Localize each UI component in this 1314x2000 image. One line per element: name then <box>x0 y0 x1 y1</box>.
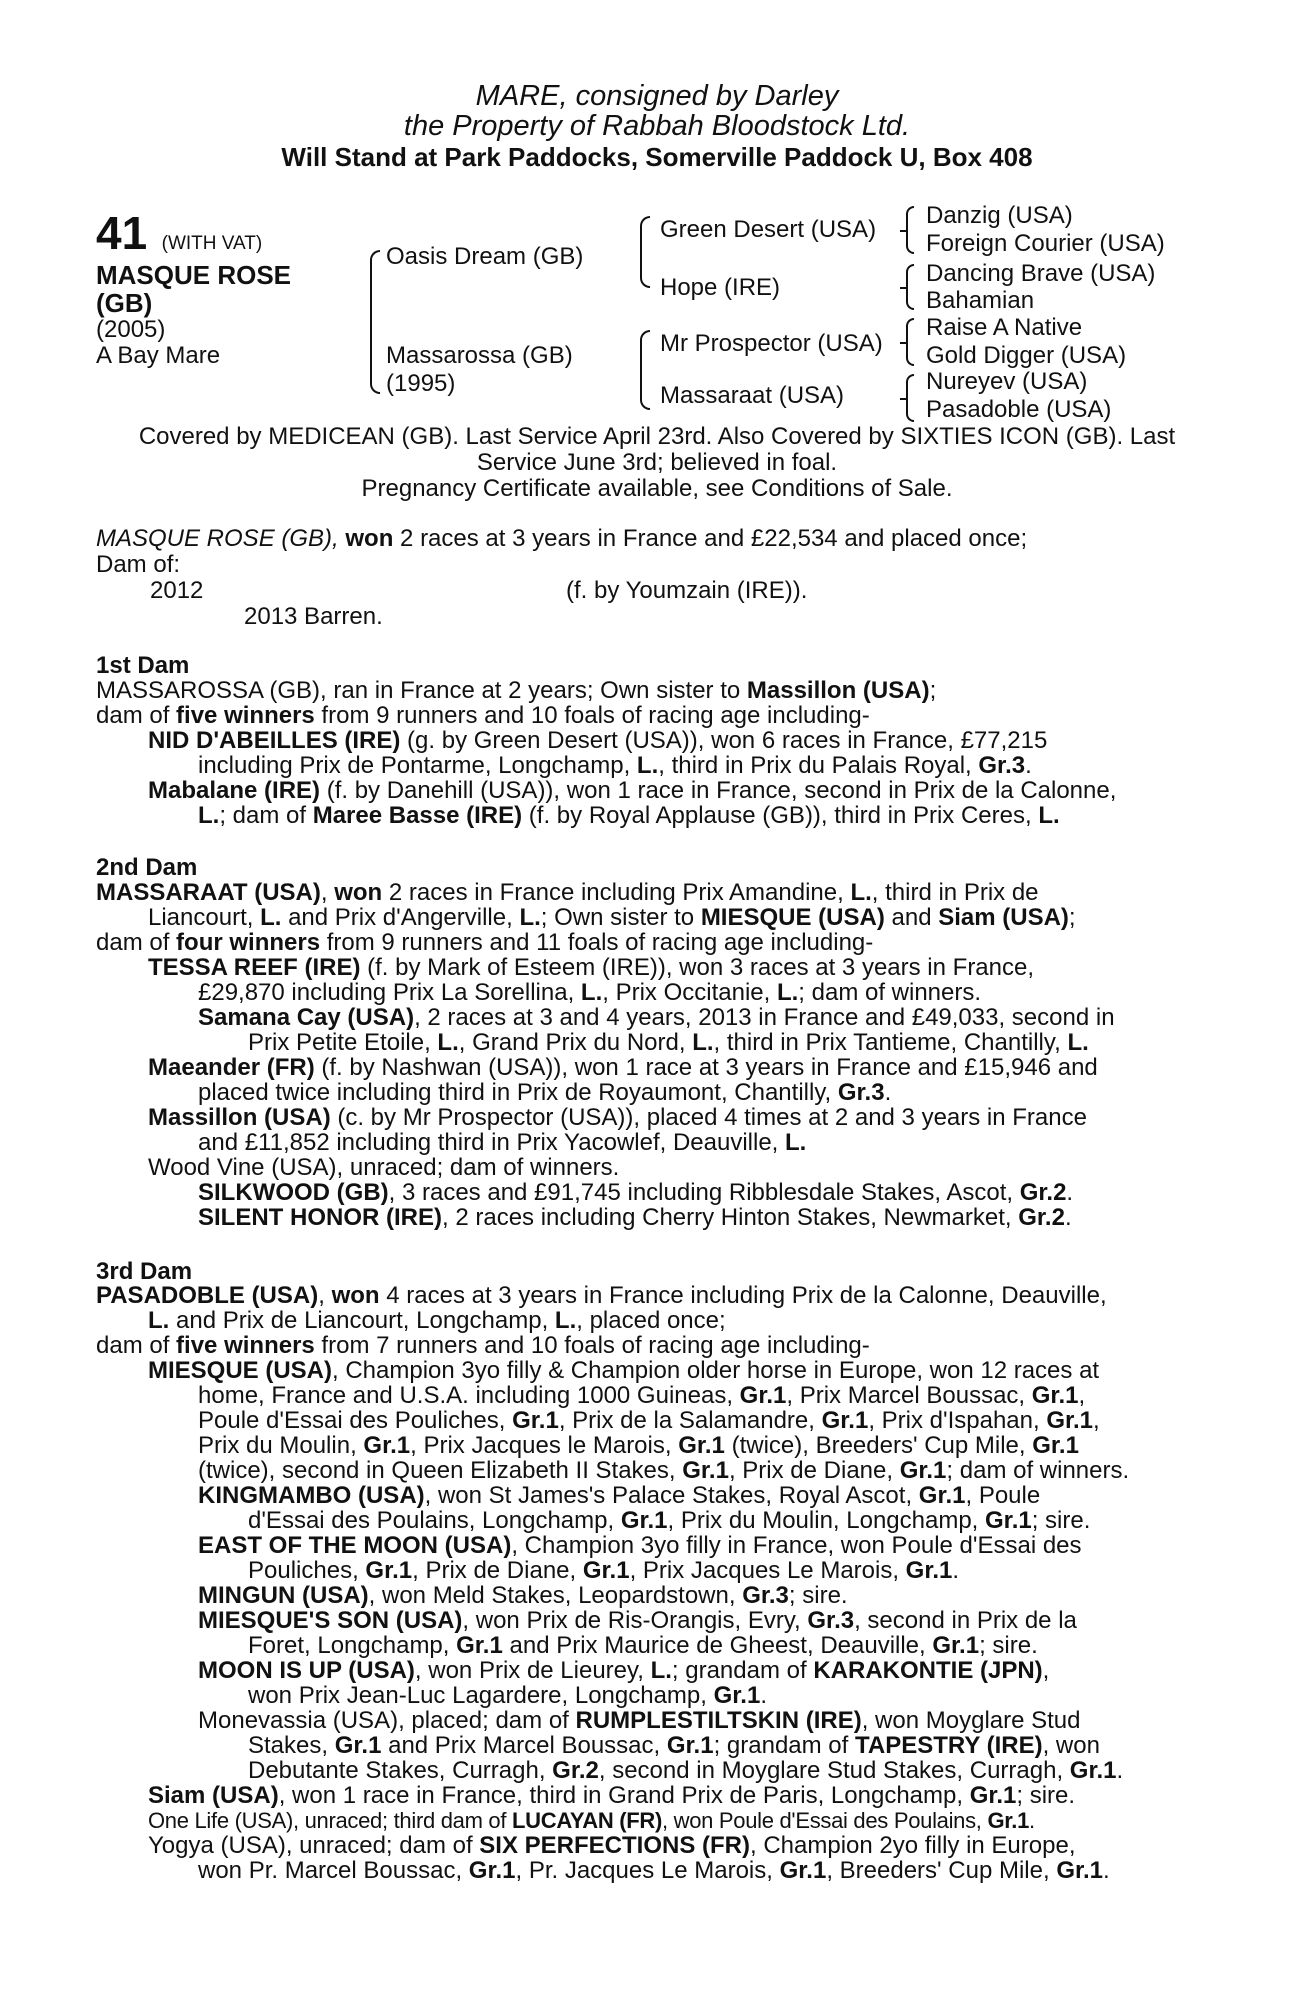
third-dam-line: MIESQUE'S SON (USA), won Prix de Ris-Orangis, Evry, Gr.3, second in Prix de la <box>198 1607 1077 1634</box>
third-dam-line: Pouliches, Gr.1, Prix de Diane, Gr.1, Prix Jacques Le Marois, Gr.1. <box>248 1557 960 1584</box>
pedigree-sire: Oasis Dream (GB) <box>386 243 584 270</box>
pedigree-dss: Raise A Native <box>926 314 1083 341</box>
second-dam-line: Liancourt, L. and Prix d'Angerville, L.; Own sister to MIESQUE (USA) and Siam (USA); <box>148 904 1076 931</box>
third-dam-line: (twice), second in Queen Elizabeth II Stakes, Gr.1, Prix de Diane, Gr.1; dam of winners. <box>198 1457 1130 1484</box>
mare-record-line: MASQUE ROSE (GB), won 2 races at 3 years in France and £22,534 and placed once; <box>96 525 1028 552</box>
third-dam-line: KINGMAMBO (USA), won St James's Palace Stakes, Royal Ascot, Gr.1, Poule <box>198 1482 1041 1509</box>
pedigree-dam: Massarossa (GB) <box>386 342 573 369</box>
third-dam-line: d'Essai des Poulains, Longchamp, Gr.1, Prix du Moulin, Longchamp, Gr.1; sire. <box>248 1507 1091 1534</box>
horse-year: (2005) <box>96 316 166 343</box>
third-dam-line: MINGUN (USA), won Meld Stakes, Leopardstown, Gr.3; sire. <box>198 1582 848 1609</box>
third-dam-line: Stakes, Gr.1 and Prix Marcel Boussac, Gr.1; grandam of TAPESTRY (IRE), won <box>248 1732 1100 1759</box>
pedigree-sire-dam: Hope (IRE) <box>660 274 781 301</box>
second-dam-line: placed twice including third in Prix de Royaumont, Chantilly, Gr.3. <box>198 1079 892 1106</box>
property-line: the Property of Rabbah Bloodstock Ltd. <box>403 110 911 142</box>
third-dam-line: PASADOBLE (USA), won 4 races at 3 years in France including Prix de la Calonne, Deauville, <box>96 1282 1107 1309</box>
horse-name: MASQUE ROSE <box>96 260 292 290</box>
first-dam-line: dam of five winners from 9 runners and 10 foals of racing age including- <box>96 702 870 729</box>
second-dam-line: dam of four winners from 9 runners and 11 foals of racing age including- <box>96 929 874 956</box>
third-dam-line: Foret, Longchamp, Gr.1 and Prix Maurice de Gheest, Deauville, Gr.1; sire. <box>248 1632 1038 1659</box>
pedigree-sire-sire: Green Desert (USA) <box>660 216 877 243</box>
second-dam-line: MASSARAAT (USA), won 2 races in France including Prix Amandine, L., third in Prix de <box>96 879 1039 906</box>
horse-description: A Bay Mare <box>96 342 221 369</box>
pedigree-brace-g3-4 <box>900 374 914 422</box>
pedigree-ddd: Pasadoble (USA) <box>926 396 1112 423</box>
second-dam-line: and £11,852 including third in Prix Yacowlef, Deauville, L. <box>198 1129 807 1156</box>
mare-name: MASQUE ROSE (GB), <box>96 525 339 552</box>
pedigree-dsd: Gold Digger (USA) <box>926 342 1127 369</box>
covering-line-3: Pregnancy Certificate available, see Conditions of Sale. <box>361 475 953 502</box>
first-dam-line: L.; dam of Maree Basse (IRE) (f. by Royal Applause (GB)), third in Prix Ceres, L. <box>198 802 1060 829</box>
third-dam-line: L. and Prix de Liancourt, Longchamp, L., placed once; <box>148 1307 726 1334</box>
second-dam-line: SILKWOOD (GB), 3 races and £91,745 including Ribblesdale Stakes, Ascot, Gr.2. <box>198 1179 1074 1206</box>
third-dam-line: Siam (USA), won 1 race in France, third in Grand Prix de Paris, Longchamp, Gr.1; sire. <box>148 1782 1076 1809</box>
third-dam-line: MIESQUE (USA), Champion 3yo filly & Champion older horse in Europe, won 12 races at <box>148 1357 1100 1384</box>
first-dam-heading: 1st Dam <box>96 652 190 679</box>
first-dam-line: MASSAROSSA (GB), ran in France at 2 years; Own sister to Massillon (USA); <box>96 677 937 704</box>
third-dam-line: EAST OF THE MOON (USA), Champion 3yo filly in France, won Poule d'Essai des <box>198 1532 1082 1559</box>
pedigree-brace-g3-1 <box>900 206 914 254</box>
vat-note: (WITH VAT) <box>161 233 263 254</box>
second-dam-line: Prix Petite Etoile, L., Grand Prix du Nord, L., third in Prix Tantieme, Chantilly, L. <box>248 1029 1089 1056</box>
pedigree-ssd: Foreign Courier (USA) <box>926 230 1165 257</box>
pedigree-brace-g3-2 <box>900 264 914 310</box>
second-dam-line: Massillon (USA) (c. by Mr Prospector (USA)), placed 4 times at 2 and 3 years in France <box>148 1104 1087 1131</box>
pedigree-brace-sire <box>640 216 650 288</box>
third-dam-line: Poule d'Essai des Pouliches, Gr.1, Prix de la Salamandre, Gr.1, Prix d'Ispahan, Gr.1, <box>198 1407 1100 1434</box>
pedigree-dam-year: (1995) <box>386 370 456 397</box>
produce-2012-text: (f. by Youmzain (IRE)). <box>566 577 808 604</box>
third-dam-line: One Life (USA), unraced; third dam of LUCAYAN (FR), won Poule d'Essai des Poulains, Gr.1. <box>148 1808 1035 1833</box>
pedigree-sds: Dancing Brave (USA) <box>926 260 1156 287</box>
pedigree-sdd: Bahamian <box>926 287 1035 314</box>
horse-name-country: (GB) <box>96 288 153 318</box>
first-dam-line: Mabalane (IRE) (f. by Danehill (USA)), won 1 race in France, second in Prix de la Calonne, <box>148 777 1117 804</box>
third-dam-line: dam of five winners from 7 runners and 10 foals of racing age including- <box>96 1332 870 1359</box>
first-dam-line: NID D'ABEILLES (IRE) (g. by Green Desert (USA)), won 6 races in France, £77,215 <box>148 727 1048 754</box>
pedigree-brace-dam <box>640 330 650 410</box>
consignor-line: MARE, consigned by Darley <box>475 80 839 112</box>
third-dam-heading: 3rd Dam <box>96 1258 193 1285</box>
pedigree-brace-gen1 <box>370 250 380 394</box>
second-dam-line: TESSA REEF (IRE) (f. by Mark of Esteem (IRE)), won 3 races at 3 years in France, <box>148 954 1035 981</box>
produce-2013: 2013 Barren. <box>244 603 383 630</box>
pedigree-sss: Danzig (USA) <box>926 202 1073 229</box>
third-dam-line: won Prix Jean-Luc Lagardere, Longchamp, Gr.1. <box>248 1682 767 1709</box>
second-dam-line: £29,870 including Prix La Sorellina, L., Prix Occitanie, L.; dam of winners. <box>198 979 982 1006</box>
second-dam-line: SILENT HONOR (IRE), 2 races including Cherry Hinton Stakes, Newmarket, Gr.2. <box>198 1204 1072 1231</box>
covering-line-1: Covered by MEDICEAN (GB). Last Service April 23rd. Also Covered by SIXTIES ICON (GB). Last <box>138 423 1176 450</box>
third-dam-line: Prix du Moulin, Gr.1, Prix Jacques le Marois, Gr.1 (twice), Breeders' Cup Mile, Gr.1 <box>198 1432 1079 1459</box>
second-dam-line: Wood Vine (USA), unraced; dam of winners. <box>148 1154 620 1181</box>
second-dam-heading: 2nd Dam <box>96 854 198 881</box>
pedigree-brace-g3-3 <box>900 318 914 366</box>
third-dam-line: Yogya (USA), unraced; dam of SIX PERFECTIONS (FR), Champion 2yo filly in Europe, <box>148 1832 1076 1859</box>
third-dam-line: MOON IS UP (USA), won Prix de Lieurey, L.; grandam of KARAKONTIE (JPN), <box>198 1657 1050 1684</box>
dam-of-label: Dam of: <box>96 551 181 578</box>
third-dam-line: home, France and U.S.A. including 1000 Guineas, Gr.1, Prix Marcel Boussac, Gr.1, <box>198 1382 1086 1409</box>
location-line: Will Stand at Park Paddocks, Somerville Paddock U, Box 408 <box>281 142 1033 172</box>
first-dam-line: including Prix de Pontarme, Longchamp, L., third in Prix du Palais Royal, Gr.3. <box>198 752 1032 779</box>
lot-number-row <box>96 206 262 260</box>
pedigree-dds: Nureyev (USA) <box>926 368 1088 395</box>
third-dam-line: Debutante Stakes, Curragh, Gr.2, second in Moyglare Stud Stakes, Curragh, Gr.1. <box>248 1757 1124 1784</box>
covering-line-2: Service June 3rd; believed in foal. <box>476 449 838 476</box>
second-dam-line: Maeander (FR) (f. by Nashwan (USA)), won 1 race at 3 years in France and £15,946 and <box>148 1054 1098 1081</box>
third-dam-line: won Pr. Marcel Boussac, Gr.1, Pr. Jacques Le Marois, Gr.1, Breeders' Cup Mile, Gr.1. <box>198 1857 1110 1884</box>
produce-2012-year: 2012 <box>150 577 204 604</box>
lot-number: 41 <box>96 207 148 259</box>
pedigree-dam-sire: Mr Prospector (USA) <box>660 330 883 357</box>
third-dam-line: Monevassia (USA), placed; dam of RUMPLESTILTSKIN (IRE), won Moyglare Stud <box>198 1707 1081 1734</box>
pedigree-dam-dam: Massaraat (USA) <box>660 382 845 409</box>
second-dam-line: Samana Cay (USA), 2 races at 3 and 4 years, 2013 in France and £49,033, second in <box>198 1004 1115 1031</box>
